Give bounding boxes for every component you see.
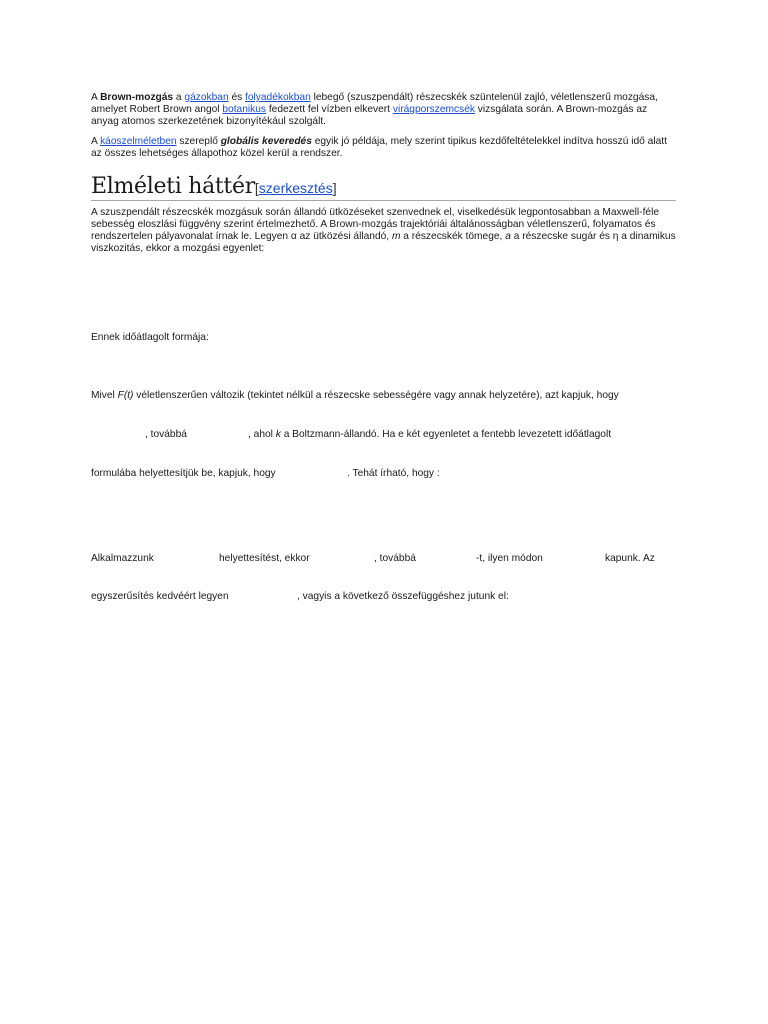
text: , továbbá [374, 553, 416, 564]
edit-section-link[interactable]: szerkesztés [258, 180, 333, 196]
link-kaoszelmeletben[interactable]: káoszelméletben [100, 136, 177, 147]
text: . Tehát írható, hogy : [347, 468, 440, 479]
theory-paragraph [91, 207, 676, 255]
chaos-paragraph [91, 136, 676, 160]
text: , ahol [248, 429, 276, 440]
italic-var: k [275, 429, 281, 440]
text: a részecskék tömege, [400, 231, 506, 242]
link-viragporszemcsek[interactable]: virágporszemcsék [392, 104, 475, 115]
text: fedezett fel vízben elkevert [266, 104, 393, 115]
text: a [173, 92, 185, 103]
time-average-line: Ennek időátlagolt formája: [91, 332, 209, 343]
text: a Boltzmann-állandó. Ha e két egyenletet a fentebb levezetett időátlagolt [280, 429, 612, 440]
text: -t, ilyen módon [476, 553, 543, 564]
text: Alkalmazzunk [91, 553, 154, 564]
text: helyettesítést, ekkor [219, 553, 310, 564]
text: A [91, 92, 101, 103]
apply-substitution-line [91, 553, 676, 565]
substitution-line [91, 468, 676, 480]
bracket-open: [ [254, 180, 259, 196]
text: vizsgálata során. A Brown-mozgás az anyag atomos szerkezetének bizonyítékául szolgált. [91, 104, 648, 127]
text: formulába helyettesítjük be, kapjuk, hogy [91, 468, 276, 479]
text: és [228, 92, 246, 103]
italic-var: m [391, 231, 401, 242]
italic-var: F(t) [117, 390, 134, 401]
section-heading [91, 174, 676, 201]
bracket-close: ] [332, 180, 337, 196]
text: Mivel [91, 390, 118, 401]
simplification-line [91, 591, 676, 603]
link-botanikus[interactable]: botanikus [222, 104, 266, 115]
text: lebegő (szuszpendált) részecskék szüntelenül zajló, véletlenszerű mozgása, amelyet Robert Brown angol [91, 92, 658, 115]
random-force-line [91, 390, 619, 402]
text: szereplő [176, 136, 221, 147]
text: a részecske sugár és η a dinamikus viszkozitás, ekkor a mozgási egyenlet: [91, 231, 676, 254]
link-gazokban[interactable]: gázokban [184, 92, 229, 103]
bold-term: Brown-mozgás [100, 92, 174, 103]
section-title: Elméleti háttér [91, 174, 255, 199]
text: egyik jó példája, mely szerint tipikus kezdőfeltételekkel indítva hosszú idő alatt az összes lehetséges állapothoz közel kerül a rendszer. [91, 136, 667, 159]
text: , továbbá [145, 429, 187, 440]
boltzmann-text [248, 429, 611, 441]
link-folyadekokban[interactable]: folyadékokban [245, 92, 311, 103]
text: egyszerűsítés kedvéért legyen [91, 591, 229, 602]
text: A szuszpendált részecskék mozgásuk során állandó ütközéseket szenvednek el, viselkedésük legpontosabban a Maxwell-féle sebesség eloszlási függvény szerint értelmezhető. A Brown-mozgás trajektóriái általánosságban véletlenszerű, folyamatos és rendszertelen pályavonalat írnak le. Legyen α az ütközési állandó, [91, 207, 659, 242]
intro-paragraph [91, 92, 676, 128]
text: véletlenszerűen változik (tekintet nélkül a részecske sebességére vagy annak helyzetére), azt kapjuk, hogy [133, 390, 619, 401]
text: A [91, 136, 101, 147]
text: kapunk. Az [605, 553, 655, 564]
italic-var: a [505, 231, 511, 242]
bold-italic-term: globális keveredés [220, 136, 312, 147]
text: , vagyis a következő összefüggéshez jutunk el: [297, 591, 509, 602]
boltzmann-line [91, 429, 676, 441]
